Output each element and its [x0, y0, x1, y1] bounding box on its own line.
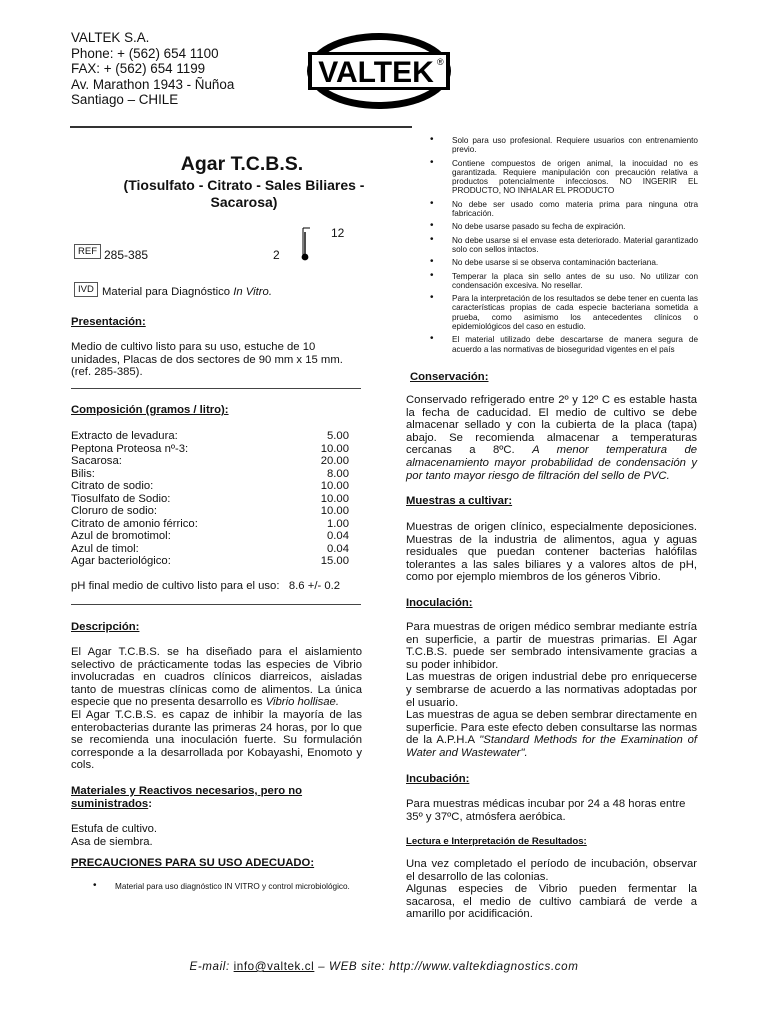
- product-title: Agar T.C.B.S.: [180, 153, 304, 175]
- presentacion-heading: Presentación:: [71, 316, 146, 328]
- list-item: • No debe usarse si el envase esta deteriorado. Material garantizado solo con sellos intactos.: [428, 236, 698, 255]
- incubacion-heading: Incubación:: [406, 773, 470, 785]
- materiales-heading: Materiales y Reactivos necesarios, pero no suministrados:: [71, 785, 303, 810]
- precauciones-list: [428, 136, 698, 354]
- company-city: Santiago – CHILE: [71, 92, 179, 108]
- ref-badge: REF: [74, 244, 101, 259]
- table-row: Citrato de sodio: 10.00: [71, 480, 349, 492]
- table-row: Peptona Proteosa nº-3: 10.00: [71, 442, 349, 455]
- descripcion-text: El Agar T.C.B.S. se ha diseñado para el aislamiento selectivo de prácticamente todas las especies de Vibrio involucradas en cuadros clínicos diarreicos, aisladas tanto de muestras clínicas como de alimentos. La única especie que no presenta desarrollo es Vibrio hollisae. El Agar T.C.B.S. es capaz de inhibir la mayoría de las enterobacterias durante las primeras 24 horas, por lo que se recomienda una inoculación fuerte. Su formulación corresponde a la desarrollada por Kobayashi, Enomoto y cols.: [71, 646, 362, 772]
- materiales-list: [71, 823, 157, 848]
- table-row: Extracto de levadura: 5.00: [71, 430, 349, 442]
- table-row: Azul de timol: 0.04: [71, 542, 349, 555]
- list-item: • Solo para uso profesional. Requiere usuarios con entrenamiento previo.: [428, 136, 698, 155]
- table-row: Bilis: 8.00: [71, 467, 349, 480]
- email-label: E-mail:: [189, 960, 230, 973]
- company-fax: FAX: + (562) 654 1199: [71, 61, 206, 77]
- table-row: Tiosulfato de Sodio: 10.00: [71, 492, 349, 505]
- list-item: • El material utilizado debe descartarse de manera segura de acuerdo a las normativas de bioseguridad vigentes en el país: [428, 335, 698, 354]
- muestras-heading: Muestras a cultivar:: [406, 495, 513, 507]
- company-phone: Phone: + (562) 654 1100: [71, 45, 219, 61]
- logo-text: VALTEK: [318, 56, 434, 89]
- incubacion-text: Para muestras médicas incubar por 24 a 48 horas entre 35º y 37ºC, atmósfera aeróbica.: [406, 798, 686, 823]
- table-row: Sacarosa: 20.00: [71, 455, 349, 467]
- precauciones-heading: PRECAUCIONES PARA SU USO ADECUADO:: [71, 857, 315, 869]
- divider: [71, 388, 361, 389]
- composition-table: [71, 430, 349, 568]
- presentacion-text: Medio de cultivo listo para su uso, estuche de 10 unidades, Placas de dos sectores de 90 mm x 15 mm. (ref. 285-385).: [71, 341, 343, 379]
- list-item: • Para la interpretación de los resultados se debe tener en cuenta las características propias de cada especie bacteriana sometida a prueba, como asimismo los antecedentes clínicos o epidemiológicos del caso en estudio.: [428, 294, 698, 331]
- inoculacion-text: Para muestras de origen médico sembrar mediante estría en superficie, a partir de muestras primarias. El Agar T.C.B.S. puede ser sembrado intensivamente gracias a su poder inhibidor. Las muestras de origen industrial debe pro enriquecerse y sembrarse de acuerdo a las normativas adoptadas por el usuario. Las muestras de agua se deben sembrar directamente en superficie. Para este efecto deben consultarse las normas de la A.P.H.A "Standard Methods for the Examination of Water and Wastewater".: [406, 621, 697, 759]
- list-item: • No debe usarse si se observa contaminación bacteriana.: [428, 258, 698, 267]
- list-item: • No debe usarse pasado su fecha de expiración.: [428, 222, 698, 231]
- list-item: • No debe ser usado como materia prima para ninguna otra fabricación.: [428, 200, 698, 219]
- lectura-heading: Lectura e Interpretación de Resultados:: [406, 836, 587, 847]
- lectura-text: Una vez completado el período de incubación, observar el desarrollo de las colonias. Algunas especies de Vibrio pueden fermentar la sacarosa, el medio de cultivo cambiará de verde a amarillo por acidificación.: [406, 858, 697, 921]
- ivd-text: Material para Diagnóstico In Vitro.: [102, 286, 272, 298]
- thermometer-icon: [296, 226, 316, 271]
- company-address: [71, 30, 234, 108]
- inoculacion-heading: Inoculación:: [406, 597, 473, 609]
- email-link[interactable]: info@valtek.cl: [233, 960, 315, 973]
- table-row: Cloruro de sodio: 10.00: [71, 505, 349, 517]
- precauciones-first: [91, 882, 362, 891]
- conservacion-text: Conservado refrigerado entre 2º y 12º C es estable hasta la fecha de caducidad. El medio de cultivo se debe almacenar sellado y con la cubierta de la placa (tapa) abajo. Se recomienda almacenar a temperaturas cercanas a 8ºC. A menor temperatura de almacenamiento mayor probabilidad de condensación y por tanto mayor riesgo de filtración del sello de PVC.: [406, 394, 698, 482]
- header-divider: [70, 126, 412, 128]
- table-row: Citrato de amonio férrico: 1.00: [71, 517, 349, 530]
- ref-number: 285-385: [104, 248, 149, 262]
- product-subtitle: (Tiosulfato - Citrato - Sales Biliares - Sacarosa): [123, 177, 365, 210]
- ivd-badge: IVD: [74, 282, 98, 297]
- ph-value: pH final medio de cultivo listo para el uso: 8.6 +/- 0.2: [71, 580, 341, 592]
- list-item: • Contiene compuestos de origen animal, la inocuidad no es garantizada. Requiere manipulación con precaución relativa a productos potencialmente infecciosos. NO INGERIR EL PRODUCTO, NO INHALAR EL PRODUCTO: [428, 159, 698, 196]
- divider: [71, 604, 361, 605]
- list-item: Estufa de cultivo.: [71, 823, 158, 835]
- footer: [0, 960, 768, 973]
- website-link[interactable]: – WEB site: http://www.valtekdiagnostics.com: [314, 960, 579, 973]
- table-row: Agar bacteriológico: 15.00: [71, 555, 349, 567]
- table-row: Azul de bromotimol: 0.04: [71, 530, 349, 542]
- list-item: • Temperar la placa sin sello antes de su uso. No utilizar con condensación excesiva. No resellar.: [428, 272, 698, 291]
- muestras-text: Muestras de origen clínico, especialmente deposiciones. Muestras de la industria de alimentos, agua y aguas residuales que puedan contener bacterias halófilas tolerantes a las sales biliares y a valores altos de pH, como por ejemplo miembros de los géneros Vibrio.: [406, 521, 697, 584]
- valtek-logo: [306, 32, 452, 110]
- list-item: Asa de siembra.: [71, 835, 153, 848]
- company-name: VALTEK S.A.: [71, 30, 150, 45]
- temp-max: 12: [331, 226, 345, 240]
- conservacion-heading: Conservación:: [410, 371, 489, 383]
- svg-text:®: ®: [437, 57, 444, 67]
- temp-min: 2: [273, 248, 280, 262]
- company-street: Av. Marathon 1943 - Ñuñoa: [71, 76, 235, 92]
- composicion-heading: Composición (gramos / litro):: [71, 404, 229, 416]
- descripcion-heading: Descripción:: [71, 621, 140, 633]
- list-item: • Material para uso diagnóstico IN VITRO y control microbiológico.: [91, 882, 362, 891]
